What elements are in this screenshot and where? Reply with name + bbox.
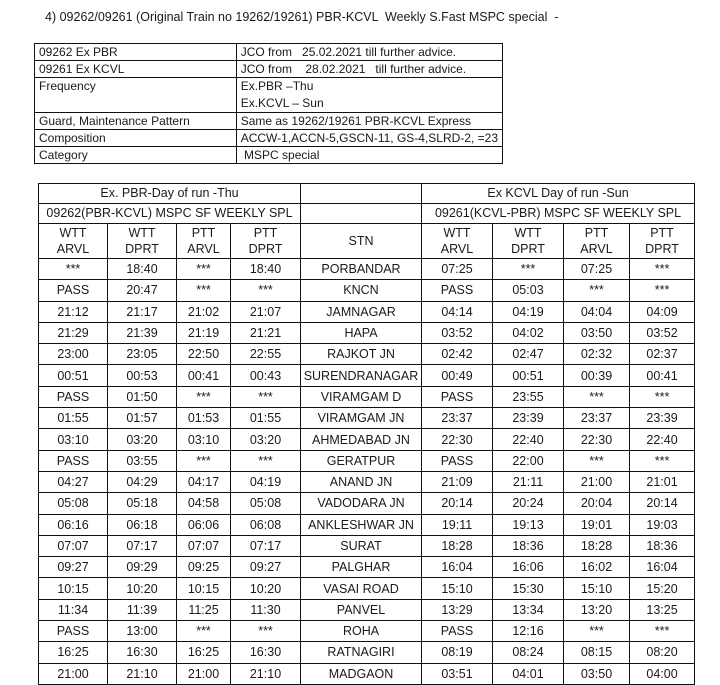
up-wtt-dprt-cell: 10:20 xyxy=(108,578,177,599)
down-ptt-arvl-cell: 00:39 xyxy=(564,365,630,386)
up-wtt-dprt-cell: 21:17 xyxy=(108,301,177,322)
down-wtt-dprt-cell: 04:02 xyxy=(493,322,564,343)
timetable-row xyxy=(39,301,695,322)
timetable-row xyxy=(39,578,695,599)
up-ptt-dprt-cell: 03:20 xyxy=(231,429,301,450)
down-ptt-dprt-cell: 16:04 xyxy=(630,557,695,578)
info-value-line: JCO from 28.02.2021 till further advice. xyxy=(240,62,467,76)
down-wtt-dprt-cell: 05:03 xyxy=(493,280,564,301)
timetable-row xyxy=(39,599,695,620)
up-ptt-arvl-cell: *** xyxy=(177,259,231,280)
up-ptt-arvl-cell: 22:50 xyxy=(177,344,231,365)
up-ptt-dprt-cell: 00:43 xyxy=(231,365,301,386)
down-wtt-arvl-cell: 21:09 xyxy=(422,471,493,492)
down-wtt-arvl-cell: 22:30 xyxy=(422,429,493,450)
up-ptt-dprt-cell: 07:17 xyxy=(231,535,301,556)
col-header-down-wtt-dprt: WTT DPRT xyxy=(493,224,564,259)
station-cell: VIRAMGAM D xyxy=(301,386,422,407)
up-wtt-dprt-cell: 16:30 xyxy=(108,642,177,663)
down-ptt-arvl-cell: 22:30 xyxy=(564,429,630,450)
down-wtt-dprt-cell: 16:06 xyxy=(493,557,564,578)
up-wtt-arvl-cell: 01:55 xyxy=(39,408,108,429)
down-wtt-arvl-cell: 07:25 xyxy=(422,259,493,280)
station-cell: VIRAMGAM JN xyxy=(301,408,422,429)
timetable-row xyxy=(39,621,695,642)
up-wtt-arvl-cell: 23:00 xyxy=(39,344,108,365)
train-info-table xyxy=(34,43,503,164)
up-ptt-arvl-cell: 10:15 xyxy=(177,578,231,599)
down-ptt-arvl-cell: 20:04 xyxy=(564,493,630,514)
up-ptt-dprt-cell: 01:55 xyxy=(231,408,301,429)
up-wtt-dprt-cell: 01:50 xyxy=(108,386,177,407)
up-ptt-dprt-cell: *** xyxy=(231,386,301,407)
down-wtt-arvl-cell: 03:51 xyxy=(422,663,493,684)
up-ptt-dprt-cell: 09:27 xyxy=(231,557,301,578)
up-wtt-arvl-cell: 03:10 xyxy=(39,429,108,450)
info-row xyxy=(35,61,503,78)
info-value-line: ACCW-1,ACCN-5,GSCN-11, GS-4,SLRD-2, =23 xyxy=(240,131,498,145)
down-ptt-arvl-cell: 02:32 xyxy=(564,344,630,365)
info-key: Composition xyxy=(35,130,237,147)
up-wtt-arvl-cell: *** xyxy=(39,259,108,280)
info-value xyxy=(236,78,502,113)
info-key: Category xyxy=(35,147,237,164)
down-wtt-dprt-cell: 15:30 xyxy=(493,578,564,599)
up-wtt-arvl-cell: 10:15 xyxy=(39,578,108,599)
up-ptt-dprt-cell: 10:20 xyxy=(231,578,301,599)
timetable-row xyxy=(39,280,695,301)
down-ptt-dprt-cell: 19:03 xyxy=(630,514,695,535)
info-value xyxy=(236,147,502,164)
down-ptt-arvl-cell: 23:37 xyxy=(564,408,630,429)
up-wtt-dprt-cell: 18:40 xyxy=(108,259,177,280)
down-wtt-arvl-cell: 13:29 xyxy=(422,599,493,620)
up-wtt-dprt-cell: 06:18 xyxy=(108,514,177,535)
down-wtt-dprt-cell: 20:24 xyxy=(493,493,564,514)
up-ptt-arvl-cell: 09:25 xyxy=(177,557,231,578)
timetable-row xyxy=(39,493,695,514)
up-ptt-arvl-cell: 00:41 xyxy=(177,365,231,386)
station-cell: ROHA xyxy=(301,621,422,642)
down-ptt-arvl-cell: 13:20 xyxy=(564,599,630,620)
info-value xyxy=(236,61,502,78)
down-ptt-arvl-cell: 18:28 xyxy=(564,535,630,556)
station-cell: VASAI ROAD xyxy=(301,578,422,599)
down-wtt-arvl-cell: 08:19 xyxy=(422,642,493,663)
timetable-row xyxy=(39,429,695,450)
up-ptt-dprt-cell: 05:08 xyxy=(231,493,301,514)
down-ptt-arvl-cell: 08:15 xyxy=(564,642,630,663)
down-wtt-dprt-cell: 18:36 xyxy=(493,535,564,556)
station-cell: RATNAGIRI xyxy=(301,642,422,663)
down-wtt-dprt-cell: 19:13 xyxy=(493,514,564,535)
down-ptt-arvl-cell: 07:25 xyxy=(564,259,630,280)
blank-header-cell xyxy=(301,184,422,204)
down-wtt-arvl-cell: 18:28 xyxy=(422,535,493,556)
up-ptt-dprt-cell: 06:08 xyxy=(231,514,301,535)
up-ptt-dprt-cell: 21:10 xyxy=(231,663,301,684)
up-ptt-arvl-cell: *** xyxy=(177,621,231,642)
info-value xyxy=(236,113,502,130)
info-value-line: Ex.KCVL – Sun xyxy=(240,96,324,110)
up-wtt-dprt-cell: 21:39 xyxy=(108,322,177,343)
station-cell: JAMNAGAR xyxy=(301,301,422,322)
up-wtt-arvl-cell: PASS xyxy=(39,450,108,471)
timetable-row xyxy=(39,386,695,407)
up-wtt-dprt-cell: 11:39 xyxy=(108,599,177,620)
col-header-up-wtt-arvl: WTT ARVL xyxy=(39,224,108,259)
station-cell: ANKLESHWAR JN xyxy=(301,514,422,535)
up-ptt-dprt-cell: *** xyxy=(231,280,301,301)
col-header-down-ptt-arvl: PTT ARVL xyxy=(564,224,630,259)
right-day-header: Ex KCVL Day of run -Sun xyxy=(422,184,695,204)
timetable-row xyxy=(39,471,695,492)
down-wtt-arvl-cell: PASS xyxy=(422,621,493,642)
station-cell: AHMEDABAD JN xyxy=(301,429,422,450)
up-ptt-dprt-cell: *** xyxy=(231,621,301,642)
down-ptt-arvl-cell: *** xyxy=(564,450,630,471)
station-cell: GERATPUR xyxy=(301,450,422,471)
down-ptt-dprt-cell: 22:40 xyxy=(630,429,695,450)
station-cell: SURAT xyxy=(301,535,422,556)
down-ptt-arvl-cell: 03:50 xyxy=(564,663,630,684)
down-ptt-arvl-cell: 03:50 xyxy=(564,322,630,343)
up-wtt-arvl-cell: 21:00 xyxy=(39,663,108,684)
station-cell: PALGHAR xyxy=(301,557,422,578)
info-key: Frequency xyxy=(35,78,237,113)
down-ptt-arvl-cell: *** xyxy=(564,386,630,407)
left-train-header: 09262(PBR-KCVL) MSPC SF WEEKLY SPL xyxy=(39,204,301,224)
info-row xyxy=(35,44,503,61)
down-ptt-dprt-cell: 00:41 xyxy=(630,365,695,386)
down-ptt-dprt-cell: 08:20 xyxy=(630,642,695,663)
info-value-line: MSPC special xyxy=(240,148,320,162)
timetable-row xyxy=(39,408,695,429)
down-wtt-arvl-cell: 16:04 xyxy=(422,557,493,578)
station-cell: RAJKOT JN xyxy=(301,344,422,365)
right-train-header: 09261(KCVL-PBR) MSPC SF WEEKLY SPL xyxy=(422,204,695,224)
station-cell: PORBANDAR xyxy=(301,259,422,280)
timetable-row xyxy=(39,365,695,386)
down-wtt-dprt-cell: 02:47 xyxy=(493,344,564,365)
info-key: Guard, Maintenance Pattern xyxy=(35,113,237,130)
up-ptt-arvl-cell: 21:00 xyxy=(177,663,231,684)
col-header-up-ptt-dprt: PTT DPRT xyxy=(231,224,301,259)
up-wtt-arvl-cell: 21:12 xyxy=(39,301,108,322)
timetable-row xyxy=(39,535,695,556)
up-wtt-arvl-cell: 09:27 xyxy=(39,557,108,578)
up-wtt-arvl-cell: 04:27 xyxy=(39,471,108,492)
down-ptt-dprt-cell: 03:52 xyxy=(630,322,695,343)
down-ptt-arvl-cell: *** xyxy=(564,280,630,301)
down-wtt-arvl-cell: PASS xyxy=(422,386,493,407)
station-cell: VADODARA JN xyxy=(301,493,422,514)
down-wtt-dprt-cell: 00:51 xyxy=(493,365,564,386)
info-value xyxy=(236,44,502,61)
info-value-line: Ex.PBR –Thu xyxy=(240,79,314,93)
timetable-row xyxy=(39,663,695,684)
down-wtt-arvl-cell: PASS xyxy=(422,280,493,301)
down-wtt-dprt-cell: 04:19 xyxy=(493,301,564,322)
info-row xyxy=(35,78,503,113)
column-header-row xyxy=(39,224,695,259)
col-header-down-wtt-arvl: WTT ARVL xyxy=(422,224,493,259)
down-wtt-arvl-cell: 20:14 xyxy=(422,493,493,514)
up-ptt-dprt-cell: 18:40 xyxy=(231,259,301,280)
down-ptt-arvl-cell: 04:04 xyxy=(564,301,630,322)
blank-header-cell xyxy=(301,204,422,224)
up-ptt-arvl-cell: 21:19 xyxy=(177,322,231,343)
down-ptt-dprt-cell: 13:25 xyxy=(630,599,695,620)
up-ptt-dprt-cell: 22:55 xyxy=(231,344,301,365)
up-wtt-dprt-cell: 13:00 xyxy=(108,621,177,642)
up-wtt-dprt-cell: 03:20 xyxy=(108,429,177,450)
down-wtt-dprt-cell: 08:24 xyxy=(493,642,564,663)
info-row xyxy=(35,113,503,130)
timetable-row xyxy=(39,557,695,578)
down-ptt-dprt-cell: 18:36 xyxy=(630,535,695,556)
col-header-up-wtt-dprt: WTT DPRT xyxy=(108,224,177,259)
down-ptt-dprt-cell: 02:37 xyxy=(630,344,695,365)
down-wtt-dprt-cell: 12:16 xyxy=(493,621,564,642)
info-key: 09261 Ex KCVL xyxy=(35,61,237,78)
col-header-up-ptt-arvl: PTT ARVL xyxy=(177,224,231,259)
timetable-row xyxy=(39,344,695,365)
col-header-down-ptt-dprt: PTT DPRT xyxy=(630,224,695,259)
timetable-row xyxy=(39,514,695,535)
train-header-row xyxy=(39,204,695,224)
info-value xyxy=(236,130,502,147)
down-ptt-arvl-cell: 16:02 xyxy=(564,557,630,578)
down-ptt-dprt-cell: *** xyxy=(630,259,695,280)
down-ptt-arvl-cell: 19:01 xyxy=(564,514,630,535)
station-cell: HAPA xyxy=(301,322,422,343)
down-ptt-dprt-cell: 04:09 xyxy=(630,301,695,322)
station-cell: KNCN xyxy=(301,280,422,301)
timetable xyxy=(38,183,695,685)
timetable-row xyxy=(39,322,695,343)
station-cell: ANAND JN xyxy=(301,471,422,492)
station-cell: PANVEL xyxy=(301,599,422,620)
down-ptt-dprt-cell: 04:00 xyxy=(630,663,695,684)
up-ptt-dprt-cell: 11:30 xyxy=(231,599,301,620)
down-wtt-dprt-cell: *** xyxy=(493,259,564,280)
down-wtt-arvl-cell: 02:42 xyxy=(422,344,493,365)
up-wtt-dprt-cell: 09:29 xyxy=(108,557,177,578)
up-wtt-arvl-cell: PASS xyxy=(39,280,108,301)
down-wtt-dprt-cell: 22:40 xyxy=(493,429,564,450)
up-ptt-arvl-cell: *** xyxy=(177,280,231,301)
up-wtt-arvl-cell: 11:34 xyxy=(39,599,108,620)
down-wtt-dprt-cell: 21:11 xyxy=(493,471,564,492)
up-ptt-arvl-cell: 03:10 xyxy=(177,429,231,450)
up-wtt-dprt-cell: 20:47 xyxy=(108,280,177,301)
up-ptt-dprt-cell: *** xyxy=(231,450,301,471)
left-day-header: Ex. PBR-Day of run -Thu xyxy=(39,184,301,204)
down-wtt-arvl-cell: 23:37 xyxy=(422,408,493,429)
down-ptt-dprt-cell: 20:14 xyxy=(630,493,695,514)
up-wtt-arvl-cell: PASS xyxy=(39,386,108,407)
station-cell: MADGAON xyxy=(301,663,422,684)
down-ptt-dprt-cell: 23:39 xyxy=(630,408,695,429)
down-wtt-arvl-cell: 19:11 xyxy=(422,514,493,535)
info-value-line: JCO from 25.02.2021 till further advice. xyxy=(240,45,457,59)
up-ptt-dprt-cell: 21:21 xyxy=(231,322,301,343)
down-wtt-arvl-cell: 03:52 xyxy=(422,322,493,343)
up-ptt-arvl-cell: 06:06 xyxy=(177,514,231,535)
down-wtt-dprt-cell: 23:55 xyxy=(493,386,564,407)
down-wtt-arvl-cell: 04:14 xyxy=(422,301,493,322)
timetable-row xyxy=(39,259,695,280)
down-ptt-dprt-cell: 21:01 xyxy=(630,471,695,492)
up-wtt-dprt-cell: 05:18 xyxy=(108,493,177,514)
col-header-station: STN xyxy=(301,224,422,259)
info-key: 09262 Ex PBR xyxy=(35,44,237,61)
down-ptt-dprt-cell: *** xyxy=(630,280,695,301)
up-wtt-arvl-cell: 00:51 xyxy=(39,365,108,386)
down-ptt-dprt-cell: *** xyxy=(630,386,695,407)
down-wtt-dprt-cell: 13:34 xyxy=(493,599,564,620)
down-ptt-dprt-cell: *** xyxy=(630,450,695,471)
timetable-row xyxy=(39,642,695,663)
up-wtt-dprt-cell: 01:57 xyxy=(108,408,177,429)
up-wtt-dprt-cell: 21:10 xyxy=(108,663,177,684)
info-value-line: Same as 19262/19261 PBR-KCVL Express xyxy=(240,114,472,128)
up-ptt-dprt-cell: 21:07 xyxy=(231,301,301,322)
up-ptt-dprt-cell: 04:19 xyxy=(231,471,301,492)
up-wtt-dprt-cell: 07:17 xyxy=(108,535,177,556)
down-ptt-arvl-cell: *** xyxy=(564,621,630,642)
down-wtt-arvl-cell: 00:49 xyxy=(422,365,493,386)
down-ptt-dprt-cell: *** xyxy=(630,621,695,642)
up-ptt-arvl-cell: *** xyxy=(177,450,231,471)
up-wtt-dprt-cell: 04:29 xyxy=(108,471,177,492)
document-title: 4) 09262/09261 (Original Train no 19262/19261) PBR-KCVL Weekly S.Fast MSPC special - xyxy=(45,10,559,24)
down-wtt-dprt-cell: 22:00 xyxy=(493,450,564,471)
up-wtt-dprt-cell: 23:05 xyxy=(108,344,177,365)
up-ptt-arvl-cell: 07:07 xyxy=(177,535,231,556)
down-wtt-arvl-cell: PASS xyxy=(422,450,493,471)
up-ptt-arvl-cell: 04:58 xyxy=(177,493,231,514)
up-wtt-arvl-cell: 21:29 xyxy=(39,322,108,343)
info-row xyxy=(35,147,503,164)
up-wtt-arvl-cell: 07:07 xyxy=(39,535,108,556)
down-wtt-dprt-cell: 04:01 xyxy=(493,663,564,684)
timetable-row xyxy=(39,450,695,471)
info-row xyxy=(35,130,503,147)
down-ptt-arvl-cell: 15:10 xyxy=(564,578,630,599)
up-ptt-arvl-cell: *** xyxy=(177,386,231,407)
up-ptt-arvl-cell: 11:25 xyxy=(177,599,231,620)
up-wtt-arvl-cell: 06:16 xyxy=(39,514,108,535)
up-wtt-arvl-cell: 05:08 xyxy=(39,493,108,514)
down-wtt-arvl-cell: 15:10 xyxy=(422,578,493,599)
up-ptt-dprt-cell: 16:30 xyxy=(231,642,301,663)
day-of-run-header-row xyxy=(39,184,695,204)
up-wtt-dprt-cell: 00:53 xyxy=(108,365,177,386)
down-ptt-dprt-cell: 15:20 xyxy=(630,578,695,599)
up-ptt-arvl-cell: 01:53 xyxy=(177,408,231,429)
up-ptt-arvl-cell: 21:02 xyxy=(177,301,231,322)
station-cell: SURENDRANAGAR xyxy=(301,365,422,386)
up-wtt-arvl-cell: PASS xyxy=(39,621,108,642)
up-wtt-dprt-cell: 03:55 xyxy=(108,450,177,471)
up-wtt-arvl-cell: 16:25 xyxy=(39,642,108,663)
down-ptt-arvl-cell: 21:00 xyxy=(564,471,630,492)
down-wtt-dprt-cell: 23:39 xyxy=(493,408,564,429)
up-ptt-arvl-cell: 04:17 xyxy=(177,471,231,492)
up-ptt-arvl-cell: 16:25 xyxy=(177,642,231,663)
